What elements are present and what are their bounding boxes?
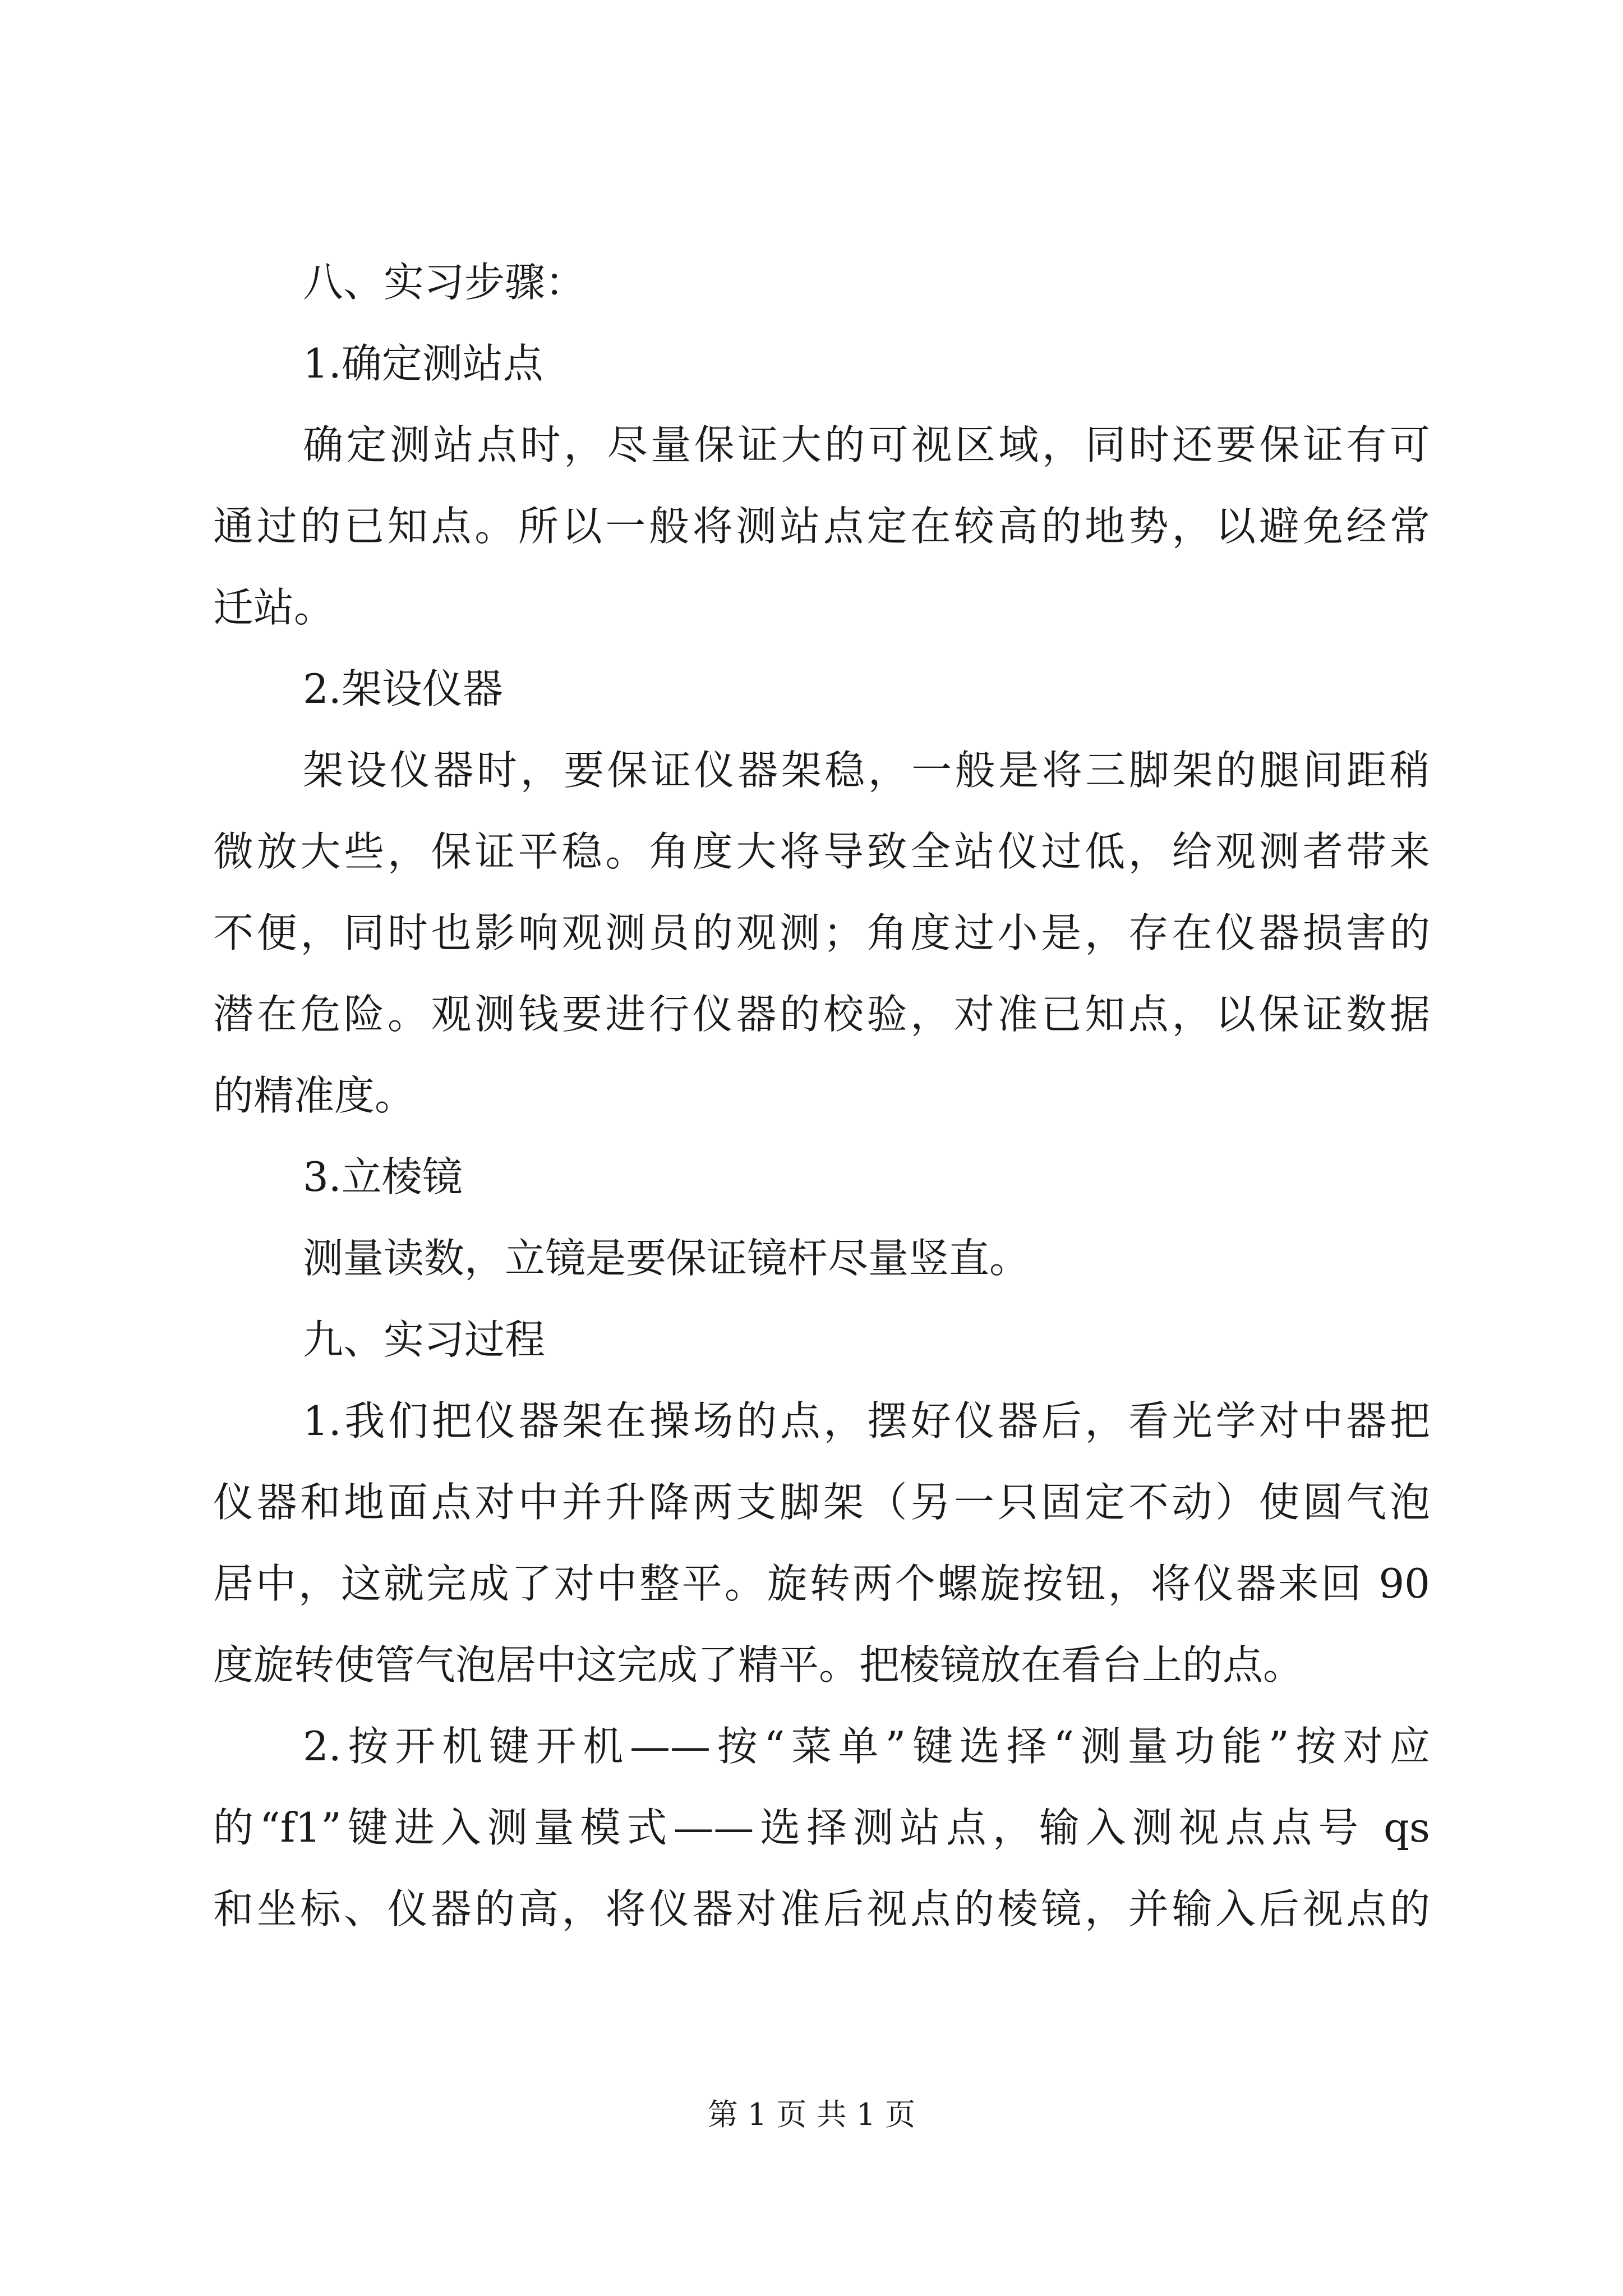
step3-title: 3.立棱镜 [303,1153,463,1200]
section-heading-steps: 八、实习步骤： [303,259,586,306]
process2-line: 2.按开机键开机——按“菜单”键选择“测量功能”按对应 [303,1723,1430,1770]
step2-body-line: 架设仪器时，要保证仪器架稳，一般是将三脚架的腿间距稍 [303,747,1430,794]
step1-body-line: 通过的已知点。所以一般将测站点定在较高的地势，以避免经常 [213,503,1430,550]
step1-title: 1.确定测站点 [303,340,543,387]
step1-body-line: 确定测站点时，尽量保证大的可视区域，同时还要保证有可 [303,421,1430,468]
process2-line: 的“f1”键进入测量模式——选择测站点，输入测视点点号 qs [213,1804,1430,1851]
process1-line: 仪器和地面点对中并升降两支脚架（另一只固定不动）使圆气泡 [213,1479,1430,1526]
process2-line: 和坐标、仪器的高，将仪器对准后视点的棱镜，并输入后视点的 [213,1885,1430,1932]
step2-title: 2.架设仪器 [303,665,503,712]
step3-body-line: 测量读数，立镜是要保证镜杆尽量竖直。 [303,1235,1030,1282]
page-footer: 第 1 页 共 1 页 [707,2097,916,2132]
step1-body-line: 迁站。 [213,584,335,631]
process1-line: 1.我们把仪器架在操场的点，摆好仪器后，看光学对中器把 [303,1397,1430,1444]
step2-body-line: 的精准度。 [213,1072,416,1119]
process1-line: 度旋转使管气泡居中这完成了精平。把棱镜放在看台上的点。 [213,1641,1304,1688]
step2-body-line: 不便，同时也影响观测员的观测；角度过小是，存在仪器损害的 [213,909,1430,956]
step2-body-line: 潜在危险。观测钱要进行仪器的校验，对准已知点，以保证数据 [213,991,1430,1038]
section-heading-process: 九、实习过程 [303,1316,546,1363]
process1-line: 居中，这就完成了对中整平。旋转两个螺旋按钮，将仪器来回 90 [213,1560,1430,1607]
step2-body-line: 微放大些，保证平稳。角度大将导致全站仪过低，给观测者带来 [213,828,1430,875]
